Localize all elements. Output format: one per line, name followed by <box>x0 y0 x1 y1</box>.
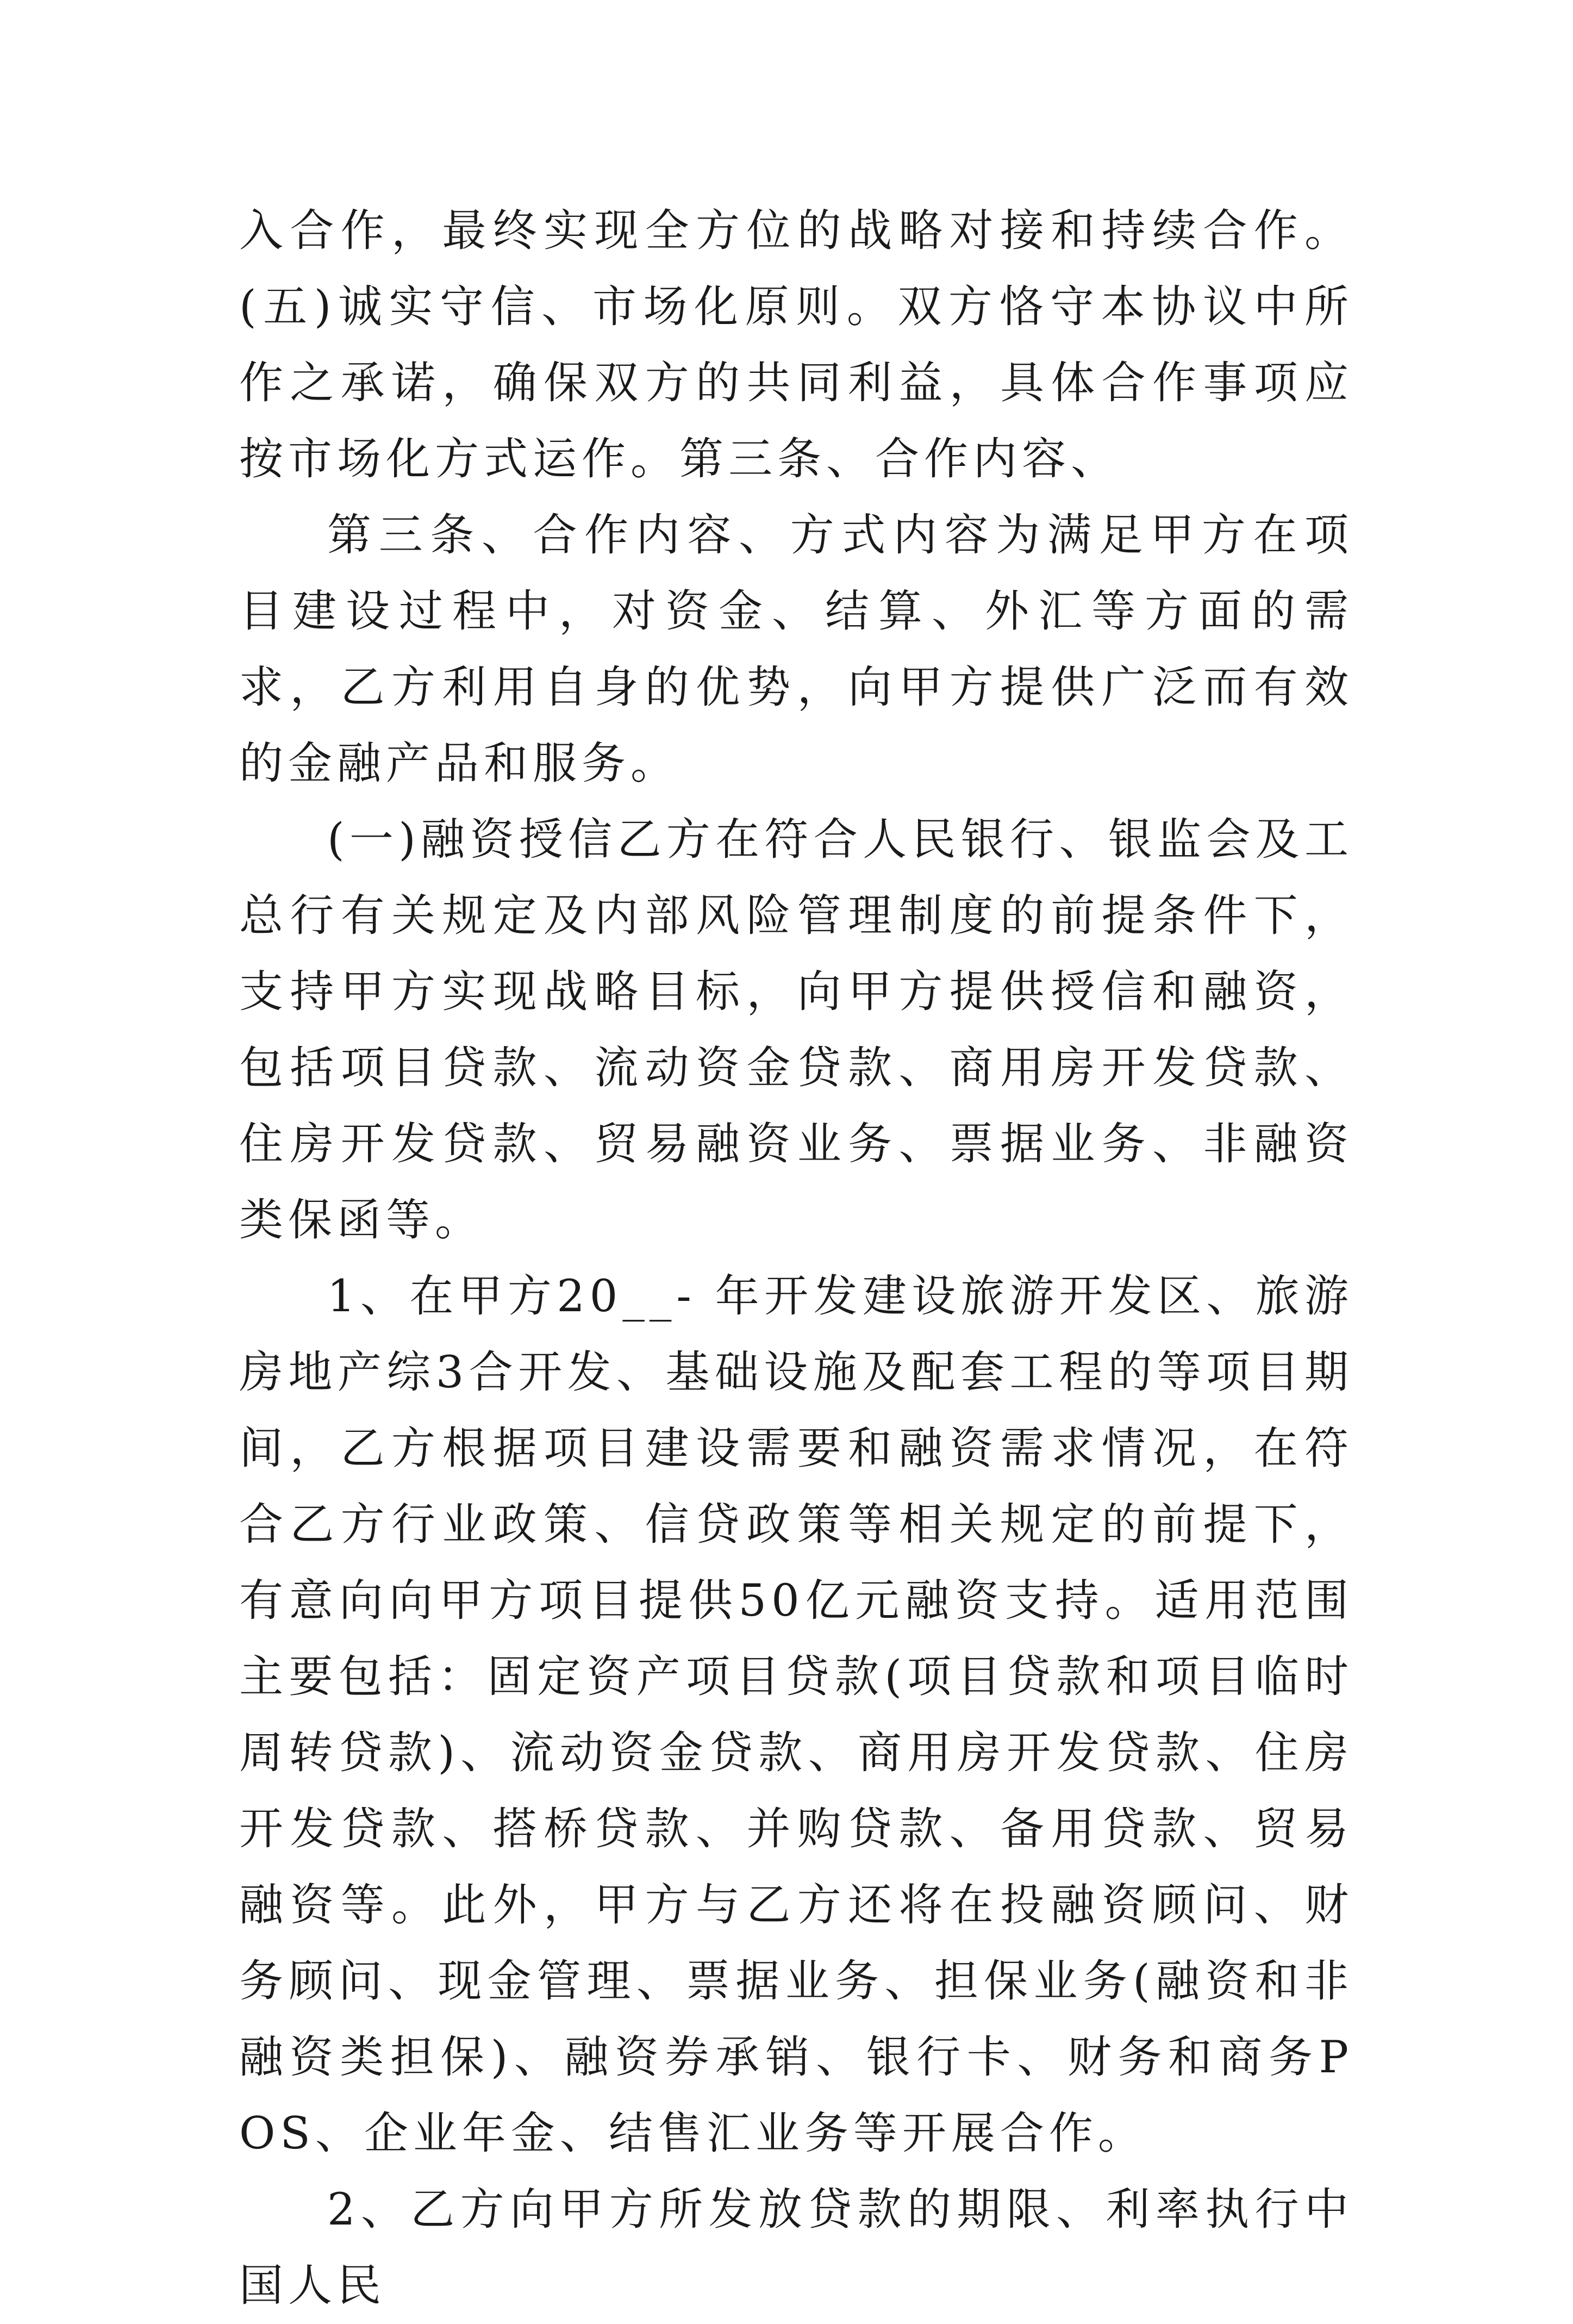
paragraph-4: 1、在甲方20__- 年开发建设旅游开发区、旅游房地产综3合开发、基础设施及配套工程的等项目期间，乙方根据项目建设需要和融资需求情况，在符合乙方行业政策、信贷政策等相关规定的前提下，有意向向甲方项目提供50亿元融资支持。适用范围主要包括：固定资产项目贷款(项目贷款和项目临时周转贷款)、流动资金贷款、商用房开发贷款、住房开发贷款、搭桥贷款、并购贷款、备用贷款、贸易融资等。此外，甲方与乙方还将在投融资顾问、财务顾问、现金管理、票据业务、担保业务(融资和非融资类担保)、融资券承销、银行卡、财务和商务POS、企业年金、结售汇业务等开展合作。 <box>239 1271 1353 2159</box>
paragraph-2: 第三条、合作内容、方式内容为满足甲方在项目建设过程中，对资金、结算、外汇等方面的需求，乙方利用自身的优势，向甲方提供广泛而有效的金融产品和服务。 <box>239 510 1353 789</box>
paragraph-5: 2、乙方向甲方所发放贷款的期限、利率执行中国人民 <box>239 2184 1353 2311</box>
paragraph-1: 入合作，最终实现全方位的战略对接和持续合作。(五)诚实守信、市场化原则。双方恪守本协议中所作之承诺，确保双方的共同利益，具体合作事项应按市场化方式运作。第三条、合作内容、 <box>239 205 1353 485</box>
paragraph-3: (一)融资授信乙方在符合人民银行、银监会及工总行有关规定及内部风险管理制度的前提条件下，支持甲方实现战略目标，向甲方提供授信和融资，包括项目贷款、流动资金贷款、商用房开发贷款、住房开发贷款、贸易融资业务、票据业务、非融资类保函等。 <box>239 814 1353 1246</box>
document-body <box>239 193 1353 2324</box>
